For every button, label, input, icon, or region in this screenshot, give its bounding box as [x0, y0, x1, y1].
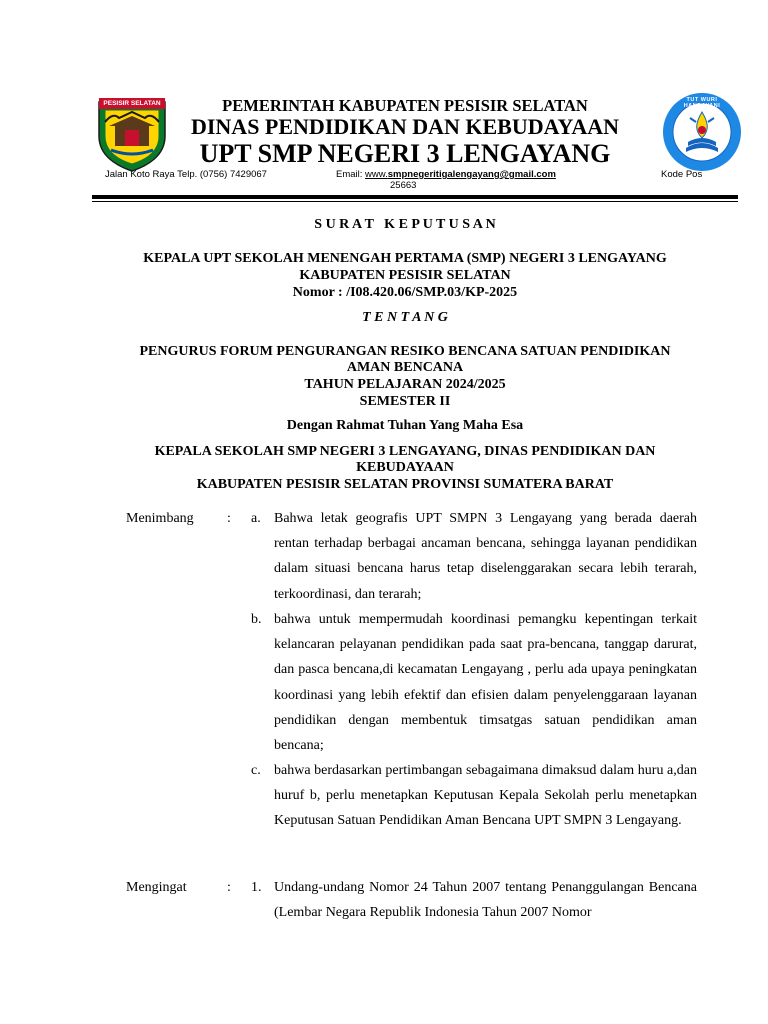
mengingat-label: Mengingat — [126, 880, 187, 895]
authority-line2: KEBUDAYAAN — [356, 460, 454, 475]
header-postcode-value: 25663 — [390, 180, 417, 191]
left-logo-label: PESISIR SELATAN — [103, 100, 161, 107]
header-school-name: UPT SMP NEGERI 3 LENGAYANG — [199, 139, 611, 168]
mengingat-colon: : — [227, 880, 231, 895]
menimbang-item-a-marker: a. — [251, 511, 261, 526]
subject-line3: TAHUN PELAJARAN 2024/2025 — [304, 377, 506, 392]
subject-line2: AMAN BENCANA — [346, 360, 464, 375]
header-postcode-label: Kode Pos — [661, 169, 703, 180]
menimbang-label: Menimbang — [126, 511, 194, 526]
header-divider-thin — [92, 201, 738, 202]
header-email — [336, 169, 556, 180]
tentang-label: T E N T A N G — [362, 310, 448, 325]
header-department-line: DINAS PENDIDIKAN DAN KEBUDAYAAN — [190, 114, 620, 139]
tut-wuri-handayani-logo — [662, 92, 742, 172]
email-label: Email: — [336, 169, 363, 180]
blessing-line: Dengan Rahmat Tuhan Yang Maha Esa — [286, 418, 524, 433]
menimbang-item-c: bahwa berdasarkan pertimbangan sebagaimana dimaksud dalam huru a,dan huruf b, perlu menetapkan Keputusan Kepala Sekolah perlu menetapkan Keputusan Satuan Pendidikan Aman Bencana UPT SMPN 3 Lengayang. — [274, 763, 697, 829]
email-link[interactable] — [365, 169, 556, 180]
mengingat-item-1-marker: 1. — [251, 880, 262, 895]
decree-heading-line1: KEPALA UPT SEKOLAH MENENGAH PERTAMA (SMP) NEGERI 3 LENGAYANG — [143, 251, 667, 266]
header-divider-thick — [92, 195, 738, 199]
decree-heading-line2: KABUPATEN PESISIR SELATAN — [299, 268, 511, 283]
menimbang-item-c-marker: c. — [251, 763, 261, 778]
right-logo-label: TUT WURI HANDAYANI — [683, 97, 721, 109]
menimbang-item-b-marker: b. — [251, 612, 262, 627]
subject-line1: PENGURUS FORUM PENGURANGAN RESIKO BENCANA SATUAN PENDIDIKAN — [139, 344, 671, 359]
header-address: Jalan Koto Raya Telp. (0756) 7429067 — [105, 169, 267, 180]
authority-line1: KEPALA SEKOLAH SMP NEGERI 3 LENGAYANG, DINAS PENDIDIKAN DAN — [154, 444, 656, 459]
mengingat-item-1: Undang-undang Nomor 24 Tahun 2007 tentang Penanggulangan Bencana (Lembar Negara Republik Indonesia Tahun 2007 Nomor — [274, 880, 697, 921]
email-prefix: www. — [365, 169, 388, 180]
menimbang-item-b: bahwa untuk mempermudah koordinasi pemangku kepentingan terkait kelancaran pelayanan pendidikan pada saat pra-bencana, tanggap darurat, dan pasca bencana,di kecamatan Lengayang , perlu ada upaya peningkatan koordinasi yang lebih efektif dan efisien dalam penyelenggaraan layanan pendidikan dengan membentuk timsatgas satuan pendidikan aman bencana; — [274, 612, 697, 754]
document-title: S U R A T K E P U T U S A N — [314, 217, 496, 232]
email-address: smpnegeritigalengayang@gmail.com — [387, 169, 556, 180]
menimbang-colon: : — [227, 511, 231, 526]
decree-number: Nomor : /I08.420.06/SMP.03/KP-2025 — [292, 285, 518, 300]
subject-line4: SEMESTER II — [359, 394, 451, 409]
menimbang-item-a: Bahwa letak geografis UPT SMPN 3 Lengayang yang berada daerah rentan terhadap berbagai ancaman bencana, sehingga layanan pendidikan dalam situasi bencana harus tetap diselenggarakan secara lebih terarah, terkoordinasi, dan terarah; — [274, 511, 697, 602]
authority-line3: KABUPATEN PESISIR SELATAN PROVINSI SUMATERA BARAT — [196, 477, 614, 492]
header-government-line: PEMERINTAH KABUPATEN PESISIR SELATAN — [222, 96, 588, 115]
